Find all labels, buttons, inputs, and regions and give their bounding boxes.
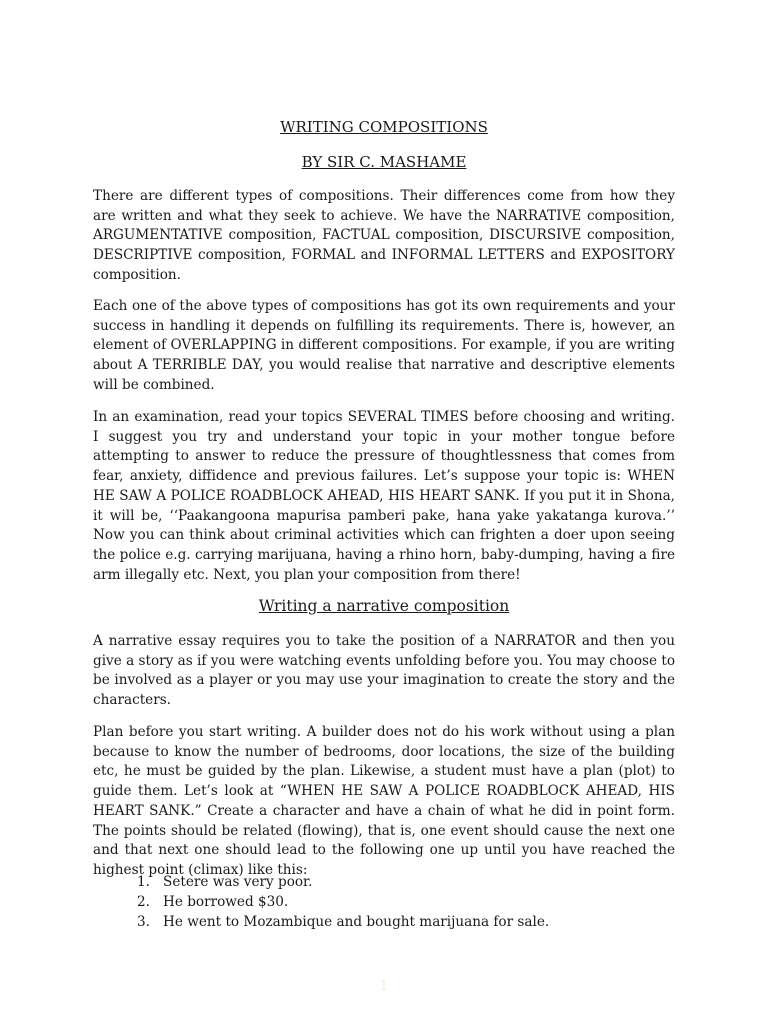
document-title: WRITING COMPOSITIONS bbox=[280, 118, 488, 136]
paragraph-composition-types: There are different types of compositions. Their differences come from how they are written and what they seek to achieve. We have the NARRATIVE composition, ARGUMENTATIVE composition, FACTUAL composition, DISCURSIVE composition, DESCRIPTIVE composition, FORMAL and INFORMAL LETTERS and EXPOSITORY composition. bbox=[93, 188, 675, 283]
list-item-text: Setere was very poor. bbox=[163, 874, 313, 890]
document-author: BY SIR C. MASHAME bbox=[301, 153, 467, 171]
paragraph-overlapping: Each one of the above types of compositions has got its own requirements and your success in handling it depends on fulfilling its requirements. There is, however, an element of OVERLAPPING in different compositions. For example, if you are writing about A TERRIBLE DAY, you would realise that narrative and descriptive elements will be combined. bbox=[93, 298, 675, 393]
list-item-number: 2. bbox=[137, 894, 150, 910]
paragraph-planning: Plan before you start writing. A builder does not do his work without using a plan because to know the number of bedrooms, door locations, the size of the building etc, he must be guided by the plan. Likewise, a student must have a plan (plot) to guide them. Let’s look at “WHEN HE SAW A POLICE ROADBLOCK AHEAD, HIS HEART SANK.” Create a character and have a chain of what he did in point form. The points should be related (flowing), that is, one event should cause the next one and that next one should lead to the following one up until you have reached the highest point (climax) like this: bbox=[93, 724, 675, 878]
list-item bbox=[137, 892, 549, 912]
list-item-number: 3. bbox=[137, 914, 150, 930]
plot-list bbox=[137, 872, 549, 932]
list-item bbox=[137, 912, 549, 932]
page-number: 1 bbox=[379, 978, 389, 994]
list-item bbox=[137, 872, 549, 892]
list-item-text: He borrowed $30. bbox=[163, 894, 289, 910]
list-item-text: He went to Mozambique and bought marijuana for sale. bbox=[163, 914, 550, 930]
section-heading-narrative: Writing a narrative composition bbox=[258, 597, 510, 615]
paragraph-narrative-definition: A narrative essay requires you to take the position of a NARRATOR and then you give a story as if you were watching events unfolding before you. You may choose to be involved as a player or you may use your imagination to create the story and the characters. bbox=[93, 633, 675, 709]
paragraph-examination-advice: In an examination, read your topics SEVERAL TIMES before choosing and writing. I suggest you try and understand your topic in your mother tongue before attempting to answer to reduce the pressure of thoughtlessness that comes from fear, anxiety, diffidence and previous failures. Let’s suppose your topic is: WHEN HE SAW A POLICE ROADBLOCK AHEAD, HIS HEART SANK. If you put it in Shona, it will be, ‘‘Paakangoona mapurisa pamberi pake, hana yake yakatanga kurova.’’ Now you can think about criminal activities which can frighten a doer upon seeing the police e.g. carrying marijuana, having a rhino horn, baby-dumping, having a fire arm illegally etc. Next, you plan your composition from there! bbox=[93, 409, 675, 583]
list-item-number: 1. bbox=[137, 874, 150, 890]
